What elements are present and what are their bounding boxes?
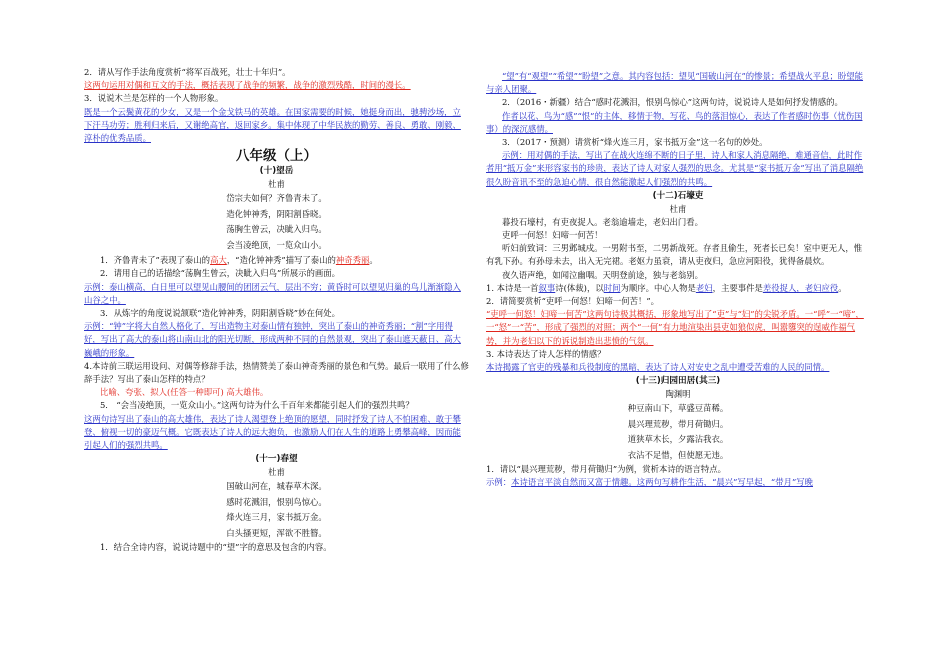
answer-mulan-2: 这两句运用对偶和互文的手法，概括表现了战争的频繁，战争的激烈残酷，时间的漫长。 [84,80,411,91]
answer-shihaoli-3: 本诗揭露了官吏的残暴和兵役制度的黑暗，表达了诗人对安史之乱中遭受苦难的人民的同情。 [486,362,830,373]
poem-verse-shihaoli [486,216,870,282]
poem-verse-chunwang [84,479,469,541]
verse-line: 感时花溅泪，恨别鸟惊心。 [226,496,327,507]
poem-author-guiyuantianju: 陶渊明 [665,389,691,400]
verse-line: 暮投石壕村，有吏夜捉人。老翁逾墙走，老妇出门看。 [501,216,703,227]
answer-guiyuantianju-1 [486,476,870,489]
question-text: 1. 本诗是一首 [486,282,539,293]
question-text: 为顺序。中心人物是 [620,282,696,293]
question-shihaoli-1 [486,282,870,295]
question-chunwang-2: 2．（2016・新疆）结合“感时花溅泪，恨别鸟惊心”这两句诗，说说诗人是如何抒发情感的。 [501,97,843,108]
verse-line: 荡胸生曾云，决眦入归鸟。 [226,224,327,235]
poem-title-shihaoli: (十二)石壕吏 [652,190,704,201]
question-wangyue-2: 2．请用自己的话描绘“荡胸生曾云，决眦入归鸟”所展示的画面。 [99,268,340,279]
answer-mulan-3: 既是一个云鬓黄花的少女，又是一个金戈铁马的英雄。在国家需要的时候，她挺身而出，驰骋沙场，立下汗马功劳；胜利归来后，又谢绝高官，返回家乡。集中体现了中华民族的勤劳、善良、勇敢、刚毅、淳朴的优秀品质。 [84,106,461,144]
question-mulan-3: 3．说说木兰是怎样的一个人物形象。 [84,93,224,104]
answer-wangyue-5: 这两句诗写出了泰山的高大雄伟，表达了诗人渴望登上绝顶的愿望，同时抒发了诗人不怕困难、敢于攀登、俯视一切的豪迈气概。它既表达了诗人的远大抱负，也激励人们在人生的道路上勇攀高峰，因而能引起人们的强烈共鸣。 [84,413,461,451]
verse-line: 会当凌绝顶，一览众山小。 [226,239,327,250]
answer-wangyue-3: 示例：“钟”字将大自然人格化了，写出造物主对泰山情有独钟，突出了泰山的神奇秀丽；“割”字用得好，写出了高大的泰山将山南山北的阳光切断，形成两种不同的自然景观，突出了泰山遮天蔽日、高大巍峨的形象。 [84,321,461,358]
answer-blank: 时间 [603,282,621,293]
question-text: 诗(体裁)，以 [555,282,604,293]
question-wangyue-3: 3．从炼字的角度说说颔联“造化钟神秀，阴阳割昏晓”妙在何处。 [99,308,340,319]
poem-author-chunwang: 杜甫 [268,467,285,478]
verse-line: 国破山河在，城春草木深。 [226,481,327,492]
answer-shihaoli-2: “吏呼一何怒！妇啼一何苦”这两句诗极其概括，形象地写出了“吏”与“妇”的尖锐矛盾。一“呼”一“啼”，一“怒”一“苦”，形成了强烈的对照；两个“一何”有力地渲染出县吏如狼似虎，叫嚣隳突的逞威作福气势，并为老妇以下的诉说制造出悲愤的气氛。 [486,309,864,346]
poem-title-guiyuantianju: (十三)归园田居(其三) [635,376,721,387]
poem-title-chunwang: (十一)春望 [255,454,298,465]
question-chunwang-1: 1．结合全诗内容，说说诗题中的“望”字的意思及包含的内容。 [99,542,332,553]
verse-line: 道狭草木长，夕露沾我衣。 [627,434,729,445]
question-text: 。 [838,282,847,293]
answer-wangyue-4: 比喻、夸张、拟人(任答一种即可) 高大雄伟。 [99,387,269,398]
answer-blank: 差役捉人，老妇应役 [762,282,839,293]
question-wangyue-1 [84,254,469,267]
question-text: ，“造化钟神秀”描写了泰山的 [226,255,336,266]
answer-blank: 老妇 [695,282,713,293]
poem-verse-wangyue [84,191,469,253]
answer-blank: 高大 [210,255,227,266]
verse-line: 烽火连三月，家书抵万金。 [226,512,327,523]
poem-verse-guiyuantianju [486,401,870,463]
verse-line: 吏呼一何怒！妇啼一何苦！ [501,230,603,241]
verse-line: 晨兴理荒秽，带月荷锄归。 [627,418,729,429]
question-wangyue-5: 5． “会当凌绝顶，一览众山小。”这两句诗为什么千百年来都能引起人们的强烈共鸣？ [99,400,414,411]
poem-author-shihaoli: 杜甫 [669,203,687,214]
verse-line: 造化钟神秀，阴阳割昏晓。 [226,208,327,219]
right-column [486,70,870,490]
answer-blank: 神奇秀丽 [335,255,370,266]
answer-prefix: 示例： [486,477,512,488]
question-guiyuantianju-1: 1．请以“晨兴理荒秽，带月荷锄归”为例，赏析本诗的语言特点。 [486,464,727,475]
answer-chunwang-1: “望”有“观望”“希望”“盼望”之意。其内容包括：望见“国破山河在”的惨景；希望战火平息；盼望能与亲人团聚。 [486,71,864,95]
question-shihaoli-3: 3. 本诗表达了诗人怎样的情感？ [486,348,606,359]
verse-line: 夜久语声绝，如闻泣幽咽。天明登前途，独与老翁别。 [501,269,703,280]
verse-line: 岱宗夫如何？齐鲁青未了。 [226,193,327,204]
poem-author-wangyue: 杜甫 [268,179,285,190]
question-text: ，主要事件是 [712,282,763,293]
verse-line: 衣沾不足惜，但使愿无违。 [627,449,729,460]
grade-heading: 八年级（上） [236,148,317,165]
question-chunwang-3: 3．（2017・预测）请赏析“烽火连三月，家书抵万金”这一名句的妙处。 [501,137,768,148]
question-text: 1．齐鲁青未了”表现了泰山的 [99,255,211,266]
answer-text: 本诗语言平淡自然而又富于情趣。这两句写耕作生活，“晨兴”写早起，“带月”写晚 [511,477,813,488]
answer-chunwang-3: 示例：用对偶的手法，写出了在战火连绵不断的日子里，诗人和家人消息隔绝，难通音信，此时作者用“抵万金”来形容家书的珍贵，表达了诗人对家人强烈的思念。尤其是“家书抵万金”写出了消息隔绝很久盼音讯不至的急迫心情，很自然能激起人们强烈的共鸣。 [486,150,864,187]
answer-chunwang-2: 作者以花、鸟为“感”“恨”的主体，移情于物，写花、鸟的落泪惊心，表达了作者感时伤事（忧伤国事）的深沉感情。 [486,110,863,134]
question-mulan-2: 2．请从写作手法角度赏析“将军百战死，壮士十年归”。 [84,67,291,77]
question-wangyue-4: 4.本诗前三联运用设问、对偶等修辞手法，热情赞美了泰山神奇秀丽的景色和气势。最后一联用了什么修辞手法？写出了泰山怎样的特点？ [84,360,469,385]
verse-line: 白头搔更短，浑欲不胜簪。 [226,527,327,538]
verse-line: 听妇前致词：三男邺城戍。一男附书至，二男新战死。存者且偷生，死者长已矣！室中更无人，惟有乳下孙。有孙母未去，出入无完裙。老妪力虽衰，请从吏夜归，急应河阳役，犹得备晨炊。 [486,243,863,267]
poem-title-wangyue: (十)望岳 [259,166,294,177]
verse-line: 种豆南山下，草盛豆苗稀。 [627,403,729,414]
left-column [84,66,469,554]
question-shihaoli-2: 2．请简要赏析“吏呼一何怒！妇啼一何苦！”。 [486,296,660,307]
answer-blank: 叙事 [538,282,556,293]
answer-wangyue-2: 示例：泰山横高，白日里可以望见山腰间的团团云气，层出不穷；黄昏时可以望见归巢的鸟儿渐渐隐入山谷之中。 [84,281,461,305]
question-text: 。 [369,255,378,266]
